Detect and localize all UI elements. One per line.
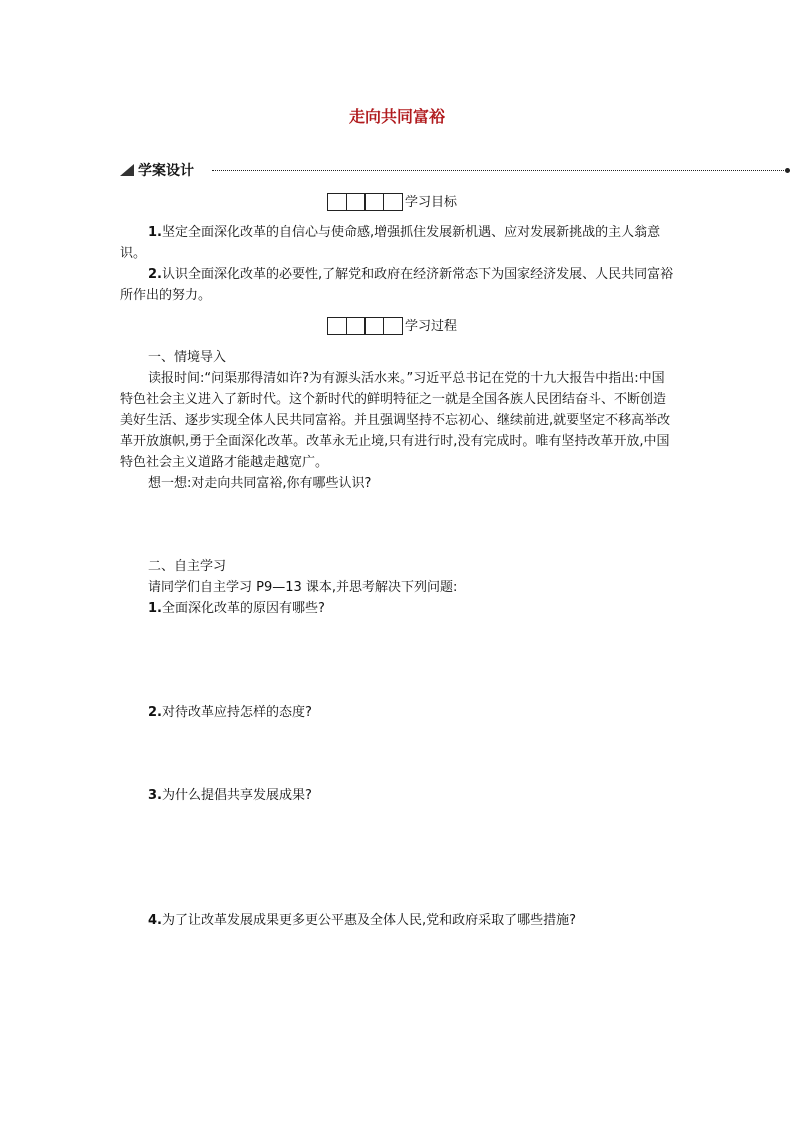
divider-end-dot: [785, 168, 790, 173]
part1-title: 一、情境导入: [148, 350, 227, 365]
question-number: 1.: [148, 601, 162, 616]
section-label: 学案设计: [138, 163, 194, 179]
question-number: 4.: [148, 913, 162, 928]
process-heading: [327, 316, 457, 336]
question-number: 2.: [148, 705, 162, 720]
box-decoration-icon: [327, 317, 401, 335]
dotted-divider: [212, 170, 790, 171]
goal-number: 2.: [148, 267, 162, 282]
question-item: [120, 785, 675, 806]
question-item: [120, 910, 690, 931]
question-text: 全面深化改革的原因有哪些?: [161, 601, 325, 616]
think-prompt: 想一想:对走向共同富裕,你有哪些认识?: [148, 476, 372, 491]
goal-item: [120, 222, 675, 264]
section-header: [120, 160, 790, 182]
part2-intro: 请同学们自主学习 P9—13 课本,并思考解决下列问题:: [148, 580, 458, 595]
question-number: 3.: [148, 788, 162, 803]
box-decoration-icon: [327, 193, 401, 211]
goal-text: 认识全面深化改革的必要性,了解党和政府在经济新常态下为国家经济发展、人民共同富裕所作出的努力。: [120, 267, 674, 303]
part2-title: 二、自主学习: [148, 559, 227, 574]
goals-heading-label: 学习目标: [405, 194, 458, 210]
process-heading-label: 学习过程: [405, 318, 458, 334]
question-item: [120, 598, 675, 619]
question-text: 为什么提倡共享发展成果?: [161, 788, 312, 803]
goal-number: 1.: [148, 225, 162, 240]
goal-item: [120, 264, 675, 306]
triangle-icon: [120, 164, 134, 176]
question-text: 对待改革应持怎样的态度?: [161, 705, 312, 720]
goal-text: 坚定全面深化改革的自信心与使命感,增强抓住发展新机遇、应对发展新挑战的主人翁意识。: [120, 225, 661, 261]
goals-heading: [327, 192, 457, 212]
page-title: 走向共同富裕: [348, 107, 445, 126]
question-item: [120, 702, 675, 723]
reading-paragraph: 读报时间:“问渠那得清如许?为有源头活水来。”习近平总书记在党的十九大报告中指出:中国特色社会主义进入了新时代。这个新时代的鲜明特征之一就是全国各族人民团结奋斗、不断创造美好生活、逐步实现全体人民共同富裕。并且强调坚持不忘初心、继续前进,就要坚定不移高举改革开放旗帜,勇于全面深化改革。改革永无止境,只有进行时,没有完成时。唯有坚持改革开放,中国特色社会主义道路才能越走越宽广。: [120, 371, 671, 470]
question-text: 为了让改革发展成果更多更公平惠及全体人民,党和政府采取了哪些措施?: [161, 913, 577, 928]
